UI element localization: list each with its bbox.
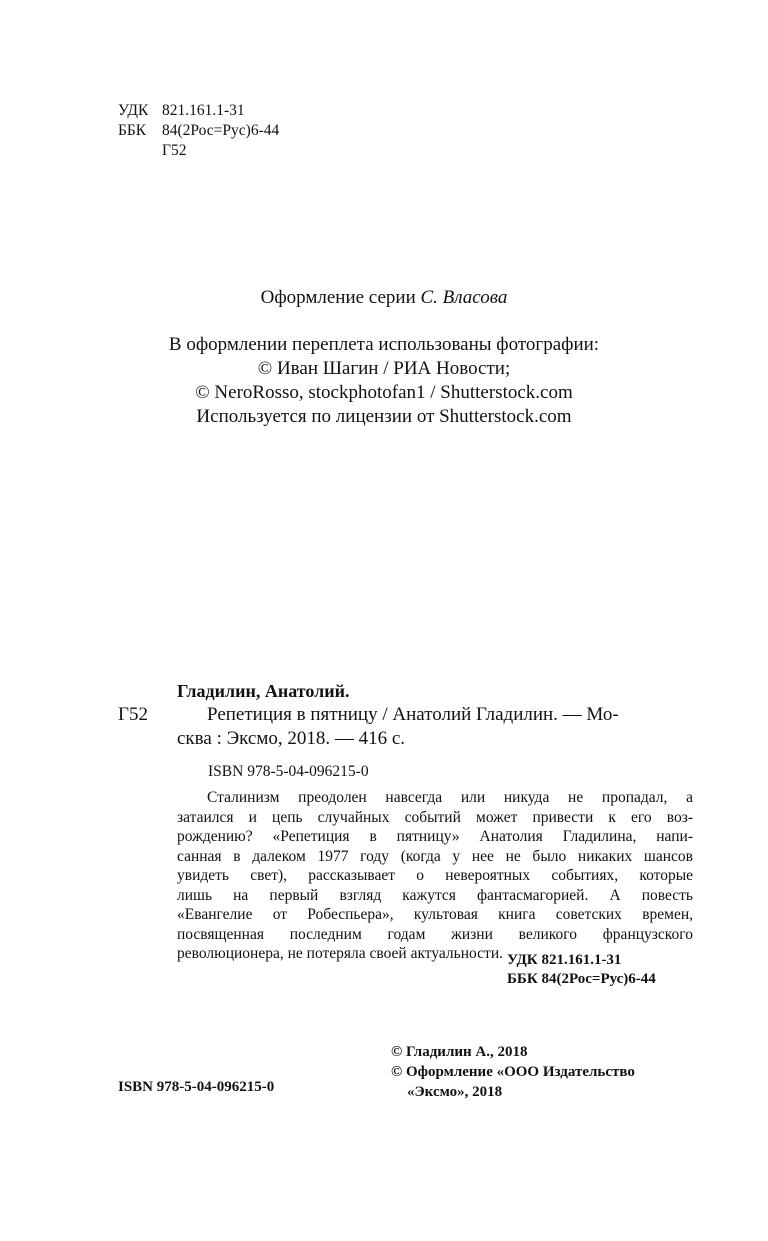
record-isbn: ISBN 978-5-04-096215-0 [208, 763, 369, 780]
record-title-line: сква : Эксмо, 2018. — 416 с. [177, 728, 406, 749]
record-code: Г52 [118, 704, 148, 725]
record-title [177, 703, 693, 751]
series-designer-name: С. Власова [420, 287, 508, 308]
cover-photos-line: Используется по лицензии от Shutterstock.com [196, 406, 572, 427]
record-author: Гладилин, Анатолий. [177, 681, 350, 701]
annotation-line: Сталинизм преодолен навсегда или никуда не пропадал, а [207, 789, 693, 806]
isbn-bottom: ISBN 978-5-04-096215-0 [118, 1079, 275, 1095]
cover-photos-credit [0, 333, 768, 429]
annotation-line: рождению? «Репетиция в пятницу» Анатолия Гладилина, напи- [177, 828, 693, 845]
record-title-line: Репетиция в пятницу / Анатолий Гладилин. — Мо- [207, 704, 619, 725]
author-sign: Г52 [162, 142, 187, 159]
cover-photos-line: © NeroRosso, stockphotofan1 / Shutterstock.com [195, 382, 573, 403]
annotation-line: санная в далеком 1977 году (когда у нее не было никаких шансов [177, 847, 693, 865]
annotation-line: лишь на первый взгляд кажутся фантасмагорией. А повесть [177, 886, 693, 904]
cover-photos-line: © Иван Шагин / РИА Новости; [257, 358, 511, 379]
copyright-design-line1: © Оформление «ООО Издательство [391, 1064, 635, 1080]
copyright-block [391, 1042, 635, 1102]
annotation-line: увидеть свет), рассказывает о невероятных событиях, которые [177, 867, 693, 884]
copyright-author: © Гладилин А., 2018 [391, 1044, 528, 1060]
bbk-line [118, 121, 279, 141]
record-annotation [177, 788, 693, 964]
series-design-prefix: Оформление серии [260, 287, 421, 308]
annotation-line: революционера, не потеряла своей актуальности. [177, 945, 503, 962]
record-classification [507, 951, 656, 989]
record-udk: УДК 821.161.1-31 [507, 952, 622, 968]
udk-value: 821.161.1-31 [162, 102, 245, 119]
record-bbk: ББК 84(2Рос=Рус)6-44 [507, 971, 656, 987]
annotation-line: «Евангелие от Робеспьера», культовая книга советских времен, [177, 906, 693, 923]
cover-photos-line: В оформлении переплета использованы фотографии: [168, 334, 600, 355]
annotation-line: затаился и цепь случайных событий может привести к его воз- [177, 808, 693, 826]
copyright-design-line2: «Эксмо», 2018 [407, 1084, 503, 1100]
udk-label: УДК [118, 102, 149, 119]
bbk-label: ББК [118, 122, 147, 139]
series-design-credit [0, 286, 768, 310]
bbk-value: 84(2Рос=Рус)6-44 [162, 122, 280, 139]
annotation-line: посвященная последним годам жизни великого французского [177, 925, 693, 943]
classification-block [118, 101, 279, 161]
udk-line [118, 101, 279, 121]
